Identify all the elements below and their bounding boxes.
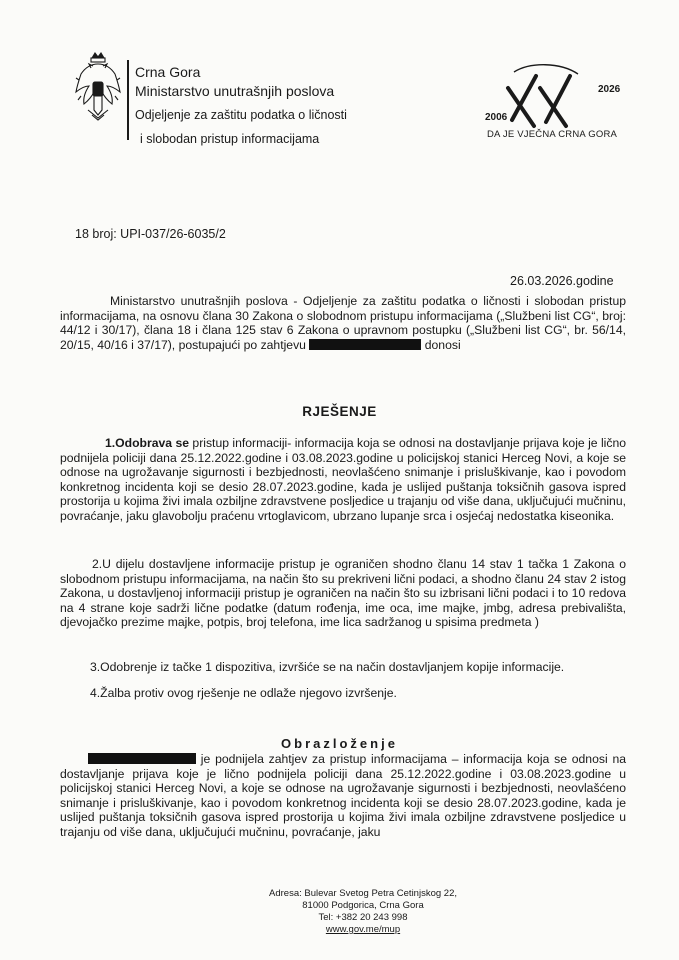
item-1	[60, 436, 626, 523]
decision-title: RJEŠENJE	[302, 404, 377, 419]
logo-caption: DA JE VJEČNA CRNA GORA	[487, 129, 618, 140]
item-2: 2.U dijelu dostavljene informacije pristup je ograničen shodno članu 14 stav 1 tačka 1 Zakona o slobodnom pristupu informacijama, na način što su prekriveni lični podaci, a shodno članu 24 stav 2 istog Zakona, u dostavljenoj informaciji pristup je ograničen na način što su izbrisani lični podaci i to 10 redova na 4 strane koje sadrži lične podatke (datum rođenja, ime oca, ime majke, jmbg, adresa prebivališta, djevojačko prezime majke, potpis, broj telefona, ime lica sadržanog u spisima predmeta )	[60, 557, 626, 629]
intro-paragraph	[60, 294, 626, 352]
item-1-text: pristup informaciji- informacija koja se odnosi na dostavljanje prijava koje je lično podnijela policiji dana 25.12.2022.godine i 03.08.2023.godine u policijskoj stanici Herceg Novi, a koje se odnose na ugrožavanje sigurnosti i bezbjednosti, neovlašćeno snimanje i prisluškivanje, kao i povodom konkretnog incidenta koji se desio 28.07.2023.godine, kada je uslijed puštanja toksičnih gasova ispred prostorija u kojima živi imala ozbiljne zdravstvene posljedice u trajanju od više dana, uključujući mučninu, povraćanje, jaku glavobolju praćenu vrtoglavicom, ubrzano lupanje srca i osjećaj nedostatka kiseonika.	[60, 436, 627, 523]
item-1-lead: 1.Odobrava se	[105, 436, 190, 450]
item-4: 4.Žalba protiv ovog rješenje ne odlaže njegovo izvršenje.	[90, 686, 397, 700]
footer-address: Adresa: Bulevar Svetog Petra Cetinjskog 22,	[269, 888, 457, 899]
item-3: 3.Odobrenje iz tačke 1 dispozitiva, izvršiće se na način dostavljanjem kopije informacije.	[90, 660, 565, 674]
reasoning-paragraph	[60, 752, 626, 839]
header-country: Crna Gora	[135, 64, 201, 80]
redacted-name-2	[88, 753, 196, 764]
intro-tail: donosi	[424, 337, 461, 352]
redacted-name	[309, 339, 421, 350]
document-number: 18 broj: UPI-037/26-6035/2	[75, 227, 226, 241]
reasoning-text: je podnijela zahtjev za pristup informacijama – informacija koja se odnosi na dostavljanje prijava koje je lično podnijela policiji dana 25.12.2022.godine i 03.08.2023.godine u policijskoj stanici Herceg Novi, a koje se odnose na ugrožavanje sigurnosti i bezbjednosti, neovlašćeno snimanje i prisluškivanje, kao i povodom konkretnog incidenta koji se desio 28.07.2023.godine, kada je uslijed puštanja toksičnih gasova ispred prostorija u kojima živi imala ozbiljne zdravstvene posljedice u trajanju od više dana, uključujući mučninu, povraćanje, jaku	[60, 752, 627, 839]
intro-text: Ministarstvo unutrašnjih poslova - Odjeljenje za zaštitu podatka o ličnosti i slobodan pristup informacijama, na osnovu člana 30 Zakona o slobodnom pristupu informacijama („Službeni list CG“, broj: 44/12 i 30/17), člana 18 i člana 125 stav 6 Zakona o upravnom postupku („Službeni list CG“, br. 56/14, 20/15, 40/16 i 37/17), postupajući po zahtjevu	[60, 294, 626, 352]
reasoning-title: Obrazloženje	[281, 736, 398, 751]
header-ministry: Ministarstvo unutrašnjih poslova	[135, 83, 335, 99]
anniversary-logo-icon	[500, 60, 620, 140]
footer-phone: Tel: +382 20 243 998	[318, 912, 408, 923]
coat-of-arms-icon	[75, 52, 121, 122]
header-department: Odjeljenje za zaštitu podatka o ličnosti	[135, 108, 347, 122]
logo-year-right: 2026	[598, 84, 621, 95]
footer-city: 81000 Podgorica, Crna Gora	[302, 900, 424, 911]
logo-year-left: 2006	[485, 112, 508, 123]
footer-website-link[interactable]: www.gov.me/mup	[325, 924, 401, 935]
document-date: 26.03.2026.godine	[510, 274, 614, 288]
header-department-2: i slobodan pristup informacijama	[140, 132, 320, 146]
footer-block	[248, 888, 478, 936]
header-divider	[127, 60, 129, 140]
